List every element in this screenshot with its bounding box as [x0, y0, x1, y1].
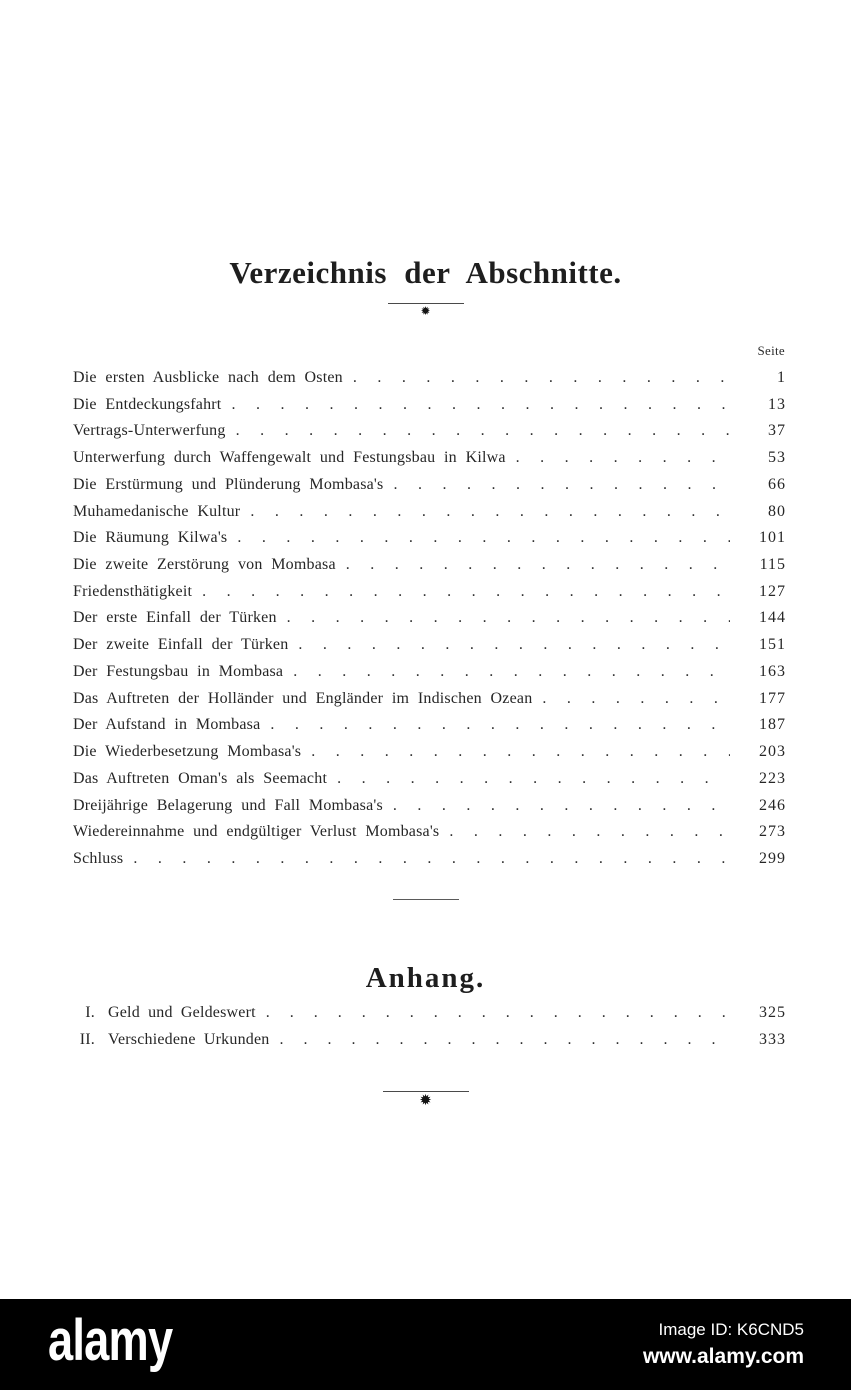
toc-entry-page-number: 273 — [759, 823, 786, 841]
dot-leader — [298, 632, 730, 659]
toc-entry-page-number: 13 — [768, 395, 786, 413]
alamy-url-text: www.alamy.com — [642, 1345, 804, 1368]
dot-leader — [279, 1026, 730, 1053]
toc-entry-page-number: 203 — [759, 743, 786, 761]
floret-star-icon: ✹ — [419, 1093, 432, 1109]
dot-leader — [133, 846, 730, 873]
bottom-ornament — [0, 1091, 851, 1109]
toc-entry-title: Friedensthätigkeit — [73, 582, 193, 600]
toc-entry-row — [73, 552, 786, 579]
appendix-heading: Anhang. — [365, 962, 486, 995]
toc-entry-row — [73, 793, 786, 820]
dot-leader — [311, 739, 730, 766]
toc-entry-page-number: 163 — [759, 662, 786, 680]
toc-entry-page-number: 37 — [768, 422, 786, 440]
appendix-entry-numeral: II. — [79, 1031, 95, 1048]
toc-entry-title: Schluss — [73, 849, 124, 867]
dot-leader — [337, 766, 730, 793]
toc-entry-title: Die Räumung Kilwa's — [73, 529, 228, 547]
appendix-entry-page-number: 333 — [759, 1031, 786, 1048]
dot-leader — [250, 499, 730, 526]
toc-entry-row — [73, 392, 786, 419]
toc-entry-title: Wiedereinnahme und endgültiger Verlust Mombasa's — [73, 823, 440, 841]
toc-entry-page-number: 223 — [759, 769, 786, 787]
toc-entry-page-number: 246 — [759, 796, 786, 814]
toc-entry-page-number: 177 — [759, 689, 786, 707]
dot-leader — [266, 999, 730, 1026]
page-column-header: Seite — [757, 343, 785, 358]
toc-entry-row — [73, 766, 786, 793]
toc-entry-page-number: 101 — [759, 529, 786, 547]
toc-entry-title: Der Aufstand in Mombasa — [73, 716, 261, 734]
toc-entry-title: Die Entdeckungsfahrt — [73, 395, 222, 413]
dot-leader — [293, 659, 730, 686]
section-divider — [0, 899, 851, 900]
toc-entry-title: Die ersten Ausblicke nach dem Osten — [73, 369, 343, 386]
toc-entry-row — [73, 819, 786, 846]
dot-leader — [393, 472, 730, 499]
alamy-logo: alamy — [48, 1307, 173, 1373]
toc-entry-title: Muhamedanische Kultur — [73, 502, 241, 520]
toc-entry-row — [73, 739, 786, 766]
toc-entry-row — [73, 632, 786, 659]
dot-leader — [270, 712, 730, 739]
toc-entry-title: Dreijährige Belagerung und Fall Mombasa's — [73, 796, 383, 814]
appendix-entry-title: Verschiedene Urkunden — [108, 1031, 270, 1048]
toc-entry-row — [73, 525, 786, 552]
toc-entry-title: Das Auftreten Oman's als Seemacht — [73, 769, 328, 787]
toc-entry-page-number: 187 — [759, 716, 786, 734]
toc-entry-row — [73, 499, 786, 526]
toc-entry-title: Vertrags-Unterwerfung — [73, 422, 226, 440]
dot-leader — [346, 552, 730, 579]
appendix-entry-numeral: I. — [85, 1004, 95, 1021]
page-title: Verzeichnis der Abschnitte. — [229, 254, 622, 290]
toc-entry-row — [73, 605, 786, 632]
dot-leader — [542, 686, 730, 713]
appendix-entry-title: Geld und Geldeswert — [108, 1004, 256, 1021]
dot-leader — [237, 525, 730, 552]
toc-entry-page-number: 151 — [759, 636, 786, 654]
toc-entry-title: Der erste Einfall der Türken — [73, 609, 277, 627]
toc-entry-row — [73, 712, 786, 739]
toc-entry-title: Das Auftreten der Holländer und Engländer im Indischen Ozean — [73, 689, 533, 707]
toc-entry-page-number: 80 — [768, 502, 786, 520]
toc-entry-title: Die Wiederbesetzung Mombasa's — [73, 743, 302, 761]
toc-entry-row — [73, 472, 786, 499]
toc-entry-row — [73, 365, 786, 392]
appendix-entry-row — [73, 1026, 786, 1053]
dot-leader — [449, 819, 730, 846]
toc-entry-page-number: 127 — [759, 582, 786, 600]
toc-entry-row — [73, 686, 786, 713]
image-id-text: Image ID: K6CND5 — [658, 1320, 804, 1339]
toc-entry-row — [73, 579, 786, 606]
toc-entry-page-number: 144 — [759, 609, 786, 627]
toc-entry-row — [73, 418, 786, 445]
dot-leader — [516, 445, 730, 472]
toc-entry-page-number: 1 — [777, 369, 786, 386]
watermark-bar — [0, 1299, 851, 1390]
toc-entry-page-number: 66 — [768, 475, 786, 493]
toc-entry-row — [73, 659, 786, 686]
top-ornament — [0, 303, 851, 317]
appendix-list — [73, 999, 786, 1053]
ornament-rule — [383, 1091, 469, 1092]
dot-leader — [353, 365, 730, 392]
toc-entry-page-number: 53 — [768, 449, 786, 467]
watermark-meta — [643, 1320, 804, 1369]
dot-leader — [287, 605, 730, 632]
dot-leader — [236, 418, 730, 445]
dot-leader — [202, 579, 730, 606]
toc-entry-title: Die Erstürmung und Plünderung Mombasa's — [73, 475, 384, 493]
dot-leader — [231, 392, 730, 419]
appendix-entry-row — [73, 999, 786, 1026]
toc-list — [73, 365, 786, 873]
floret-star-icon: ✹ — [420, 304, 431, 318]
divider-rule — [393, 899, 459, 900]
toc-entry-row — [73, 846, 786, 873]
toc-entry-title: Der zweite Einfall der Türken — [73, 636, 289, 654]
toc-entry-row — [73, 445, 786, 472]
appendix-entry-page-number: 325 — [759, 1004, 786, 1021]
dot-leader — [393, 793, 730, 820]
toc-entry-title: Die zweite Zerstörung von Mombasa — [73, 556, 336, 574]
toc-entry-title: Unterwerfung durch Waffengewalt und Festungsbau in Kilwa — [73, 449, 506, 467]
toc-entry-page-number: 115 — [759, 556, 786, 574]
toc-entry-page-number: 299 — [759, 849, 786, 867]
toc-entry-title: Der Festungsbau in Mombasa — [73, 662, 284, 680]
